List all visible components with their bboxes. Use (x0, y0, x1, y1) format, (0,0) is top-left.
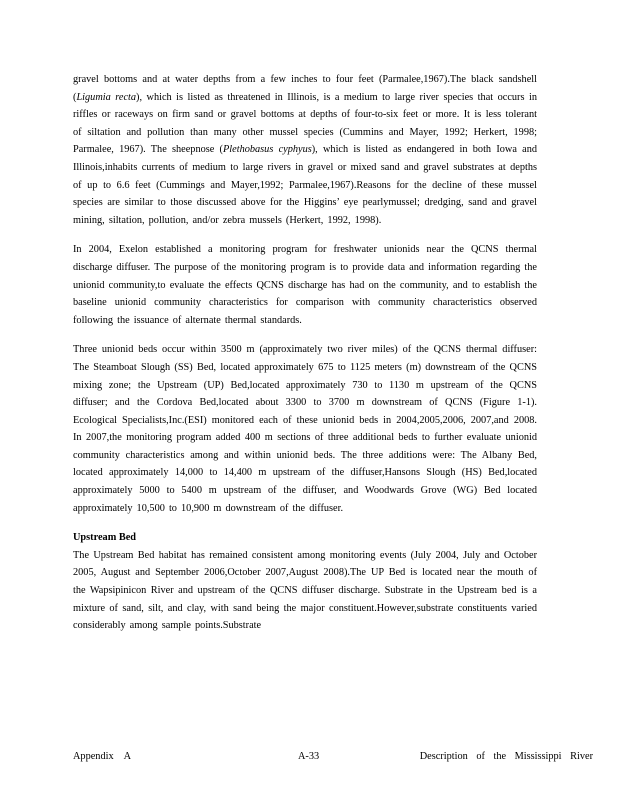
species-name-plethobasus-cyphyus: Plethobasus cyphyus (223, 144, 312, 156)
paragraph-upstream-bed: The Upstream Bed habitat has remained consistent among monitoring events (July 2004, July and October 2005, August and September 2006,October 2007,August 2008).The UP Bed is located near the mouth of the Wapsipinicon River and upstream of the QCNS diffuser discharge. Substrate in the Upstream bed is a mixture of sand, silt, and clay, with sand being the major constituent.However,substrate constituents varied considerably among sample points.Substrate (73, 549, 537, 632)
footer-appendix: Appendix A (73, 751, 132, 762)
paragraph-mussel-species: gravel bottoms and at water depths from a few inches to four feet (Parmalee,1967).The black sandshell (Ligumia recta), which is listed as threatened in Illinois, is a medium to large river species that occurs in riffles or raceways on firm sand or gravel bottoms at depths of four-to-six feet or more. It is less tolerant of siltation and pollution than many other mussel species (Cummins and Mayer, 1992; Herkert, 1998; Parmalee, 1967). The sheepnose (Plethobasus cyphyus), which is listed as endangered in both Iowa and Illinois,inhabits currents of medium to large rivers in gravel or mixed sand and gravel substrates at depths of up to 6.6 feet (Cummings and Mayer,1992; Parmalee,1967).Reasons for the decline of these mussel species are similar to those discussed above for the Higgins’ eye pearlymussel; dredging, sand and gravel mining, siltation, pollution, and/or zebra mussels (Herkert, 1992, 1998). (73, 74, 538, 226)
paragraph-monitoring-program: In 2004, Exelon established a monitoring program for freshwater unionids near the QCNS thermal discharge diffuser. The purpose of the monitoring program is to provide data and information regarding the unionid community,to evaluate the effects QCNS discharge has had on the community, and to establish the baseline unionid community characteristics for comparison with community characteristics observed following the issuance of alternate thermal standards. (73, 244, 537, 326)
footer-page-number: A-33 (298, 751, 320, 762)
paragraph-unionid-beds: Three unionid beds occur within 3500 m (approximately two river miles) of the QCNS thermal diffuser: The Steamboat Slough (SS) Bed, located approximately 675 to 1125 meters (m) downstream of the QCNS mixing zone; the Upstream (UP) Bed,located approximately 730 to 1130 m upstream of the QCNS diffuser; and the Cordova Bed,located about 3300 to 3700 m downstream of QCNS (Figure 1-1). Ecological Specialists,Inc.(ESI) monitored each of these unionid beds in 2004,2005,2006, 2007,and 2008. In 2007,the monitoring program added 400 m sections of three additional beds to further evaluate unionid community characteristics among and within unionid beds. The three additions were: The Albany Bed, located approximately 14,000 to 14,400 m upstream of the diffuser,Hansons Slough (HS) Bed,located approximately 5000 to 5400 m upstream of the diffuser, and Woodwards Grove (WG) Bed located approximately 10,500 to 10,900 m downstream of the diffuser. (73, 344, 537, 514)
footer-section-title: Description of the Mississippi River (419, 751, 593, 762)
species-name-ligumia-recta: Ligumia recta (76, 91, 137, 103)
section-heading: Upstream Bed (73, 532, 137, 544)
body-text (73, 71, 537, 647)
page-footer (73, 749, 593, 765)
